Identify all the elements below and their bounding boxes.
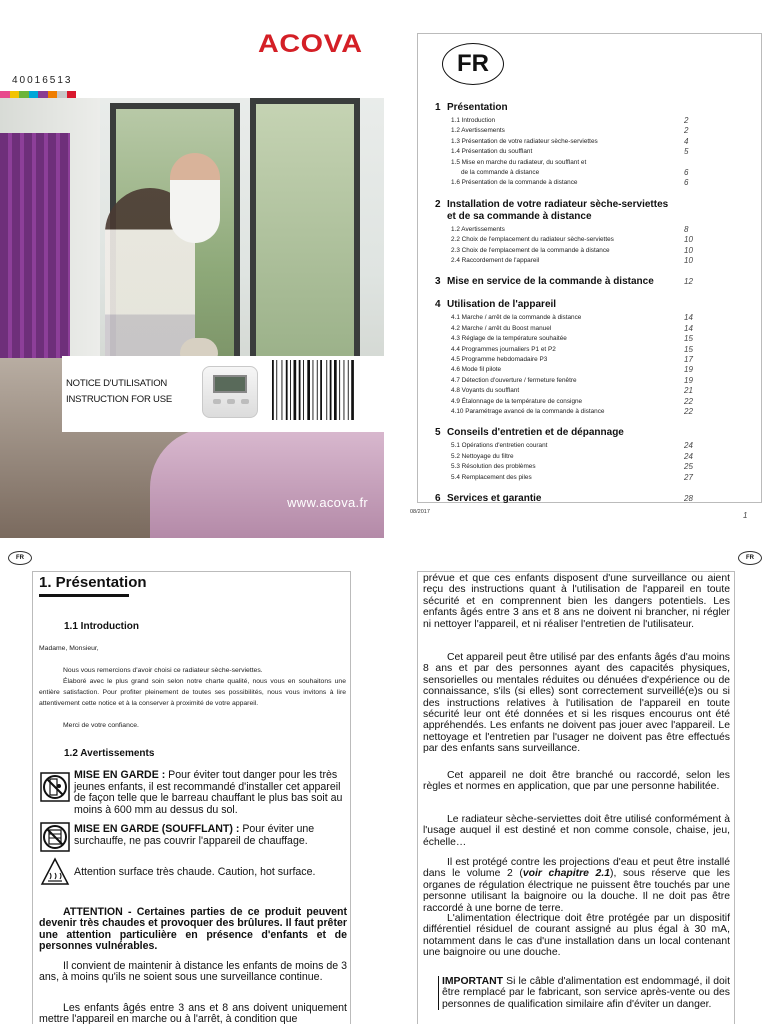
toc-item[interactable]: 4.5 Programme hebdomadaire P3	[451, 356, 548, 363]
website-url: www.acova.fr	[287, 495, 368, 510]
toc-page-number: 21	[684, 386, 693, 396]
warning-label: MISE EN GARDE (SOUFFLANT) :	[74, 823, 240, 835]
color-swatch	[19, 91, 29, 98]
notice-en: INSTRUCTION FOR USE	[66, 394, 172, 405]
important-notice	[438, 976, 730, 1010]
warning-body: Pour éviter une surchauffe, ne pas couvrir l'appareil de chauffage.	[74, 823, 315, 847]
color-swatch	[67, 91, 77, 98]
do-not-cover-icon	[40, 822, 70, 852]
toc-section-title-cont: et de sa commande à distance	[447, 210, 592, 222]
toc-page-number: 10	[684, 256, 693, 265]
barcode-bar	[299, 360, 301, 420]
toc-page-number: 25	[684, 462, 693, 472]
paragraph: Cet appareil ne doit être branché ou raccordé, selon les règles et normes en application, que par une personne habilitée.	[423, 770, 730, 793]
color-strip	[0, 91, 76, 98]
toc-page-number: 24	[684, 441, 693, 451]
barcode-bar	[317, 360, 318, 420]
section-heading: 1.2 Avertissements	[64, 748, 155, 759]
barcode-bar	[307, 360, 310, 420]
warning-blower	[74, 824, 346, 847]
toc-page-number: 15	[684, 334, 693, 344]
color-swatch	[29, 91, 39, 98]
toc-item[interactable]: 1.2 Avertissements	[451, 225, 505, 233]
barcode-bar	[348, 360, 349, 420]
language-badge: FR	[442, 43, 504, 85]
photo-window-2	[250, 98, 360, 398]
toc-section-title: Présentation	[447, 102, 508, 113]
barcode-bar	[272, 360, 274, 420]
toc-page-number: 6	[684, 168, 689, 177]
hot-surface-icon	[40, 857, 70, 887]
color-swatch	[38, 91, 48, 98]
photo-sofa	[150, 428, 384, 538]
remote-screen	[213, 375, 247, 393]
children-under-3-paragraph: Il convient de maintenir à distance les enfants de moins de 3 ans, à moins qu'ils ne soient sous une surveillance continue.	[39, 960, 347, 984]
toc-section-number: 6	[435, 493, 441, 504]
remote-button	[213, 399, 221, 404]
page-presentation	[32, 571, 351, 1024]
notice-fr: NOTICE D'UTILISATION	[66, 378, 168, 389]
toc-item[interactable]: 1.1 Introduction	[451, 117, 496, 124]
toc-item[interactable]: 1.6 Présentation de la commande à distance	[451, 179, 578, 187]
closing-text: Merci de votre confiance.	[63, 722, 139, 729]
toc-section-heading[interactable]	[435, 199, 668, 211]
heading-underline	[39, 594, 129, 597]
warning-child	[74, 770, 346, 816]
paragraph-text: Il est protégé contre les projections d'eau et peut être installé dans le volume 2 (	[423, 857, 730, 880]
toc-page-number: 10	[684, 245, 693, 255]
toc-section-number: 1	[435, 102, 441, 113]
toc-item[interactable]: 5.2 Nettoyage du filtre	[451, 452, 514, 460]
page-number: 1	[743, 511, 748, 520]
photo-radiator	[0, 133, 70, 358]
toc-section-heading[interactable]	[435, 427, 624, 439]
toc-page-number: 24	[684, 451, 693, 461]
toc-item[interactable]: 4.7 Détection d'ouverture / fermeture fenêtre	[451, 376, 577, 384]
color-swatch	[48, 91, 58, 98]
thanks-text: Nous vous remercions d'avoir choisi ce radiateur sèche-serviettes.	[63, 667, 263, 674]
toc-item[interactable]: 5.4 Remplacement des piles	[451, 473, 532, 481]
intro-paragraph: Élaboré avec le plus grand soin selon notre charte qualité, nous vous en souhaitons une entière satisfaction. Pour profiter pleinement de toutes ses possibilités, nous vous invitons à lire attentivement cette notice et à la conserver à proximité de votre appareil.	[39, 678, 346, 707]
remote-button	[227, 399, 235, 404]
product-code: 40016513	[12, 75, 73, 86]
salutation: Madame, Monsieur,	[39, 645, 99, 652]
toc-item[interactable]: 4.6 Mode fil pilote	[451, 366, 502, 374]
cover-photo	[0, 98, 384, 538]
barcode	[272, 360, 354, 420]
toc-item[interactable]: 4.1 Marche / arrêt de la commande à distance	[451, 314, 582, 322]
chapter-reference: voir chapitre 2.1	[522, 868, 610, 880]
paragraph-text: ), sous réserve que les organes de régulation électrique ne puissent être touchés par une personne utilisant la baignoire ou la douche. Il ne doit pas être raccordé à une borne de terre.	[423, 868, 731, 914]
toc-section-number: 3	[435, 276, 441, 288]
paragraph: L'alimentation électrique doit être protégée par un dispositif différentiel résiduel de courant assigné au plus égal à 30 mA, notamment dans le cas d'une installation dans un local contenant une baignoire ou une douche.	[423, 913, 730, 959]
toc-item[interactable]: 1.2 Avertissements	[451, 127, 505, 135]
toc-page-number: 14	[684, 313, 693, 323]
barcode-bar	[294, 360, 297, 420]
paragraph	[423, 857, 730, 914]
barcode-bar	[286, 360, 288, 420]
toc-item[interactable]: 1.4 Présentation du soufflant	[451, 148, 533, 156]
toc-page-number: 12	[684, 277, 693, 287]
toc-item[interactable]: 2.3 Choix de l'emplacement de la commande à distance	[451, 246, 610, 254]
toc-item[interactable]: 4.4 Programmes journaliers P1 et P2	[451, 345, 556, 353]
language-tag: FR	[738, 551, 762, 565]
toc-section-heading[interactable]	[435, 299, 556, 311]
warning-body: Pour éviter tout danger pour les très jeunes enfants, il est recommandé d'installer cet appareil de façon telle que le barreau chauffant le plus bas soit au moins à 600 mm au dessus du sol.	[74, 769, 343, 816]
toc-page-number: 14	[684, 323, 693, 333]
toc-section-title: Utilisation de l'appareil	[447, 299, 557, 311]
barcode-bar	[282, 360, 283, 420]
toc-page-number: 15	[684, 344, 693, 354]
hot-surface-text: Attention surface très chaude. Caution, hot surface.	[74, 866, 316, 878]
toc-page-number: 22	[684, 396, 693, 406]
barcode-bar	[330, 360, 332, 420]
toc-page-number: 5	[684, 147, 689, 157]
paragraph: Le radiateur sèche-serviettes doit être utilisé conformément à l'usage auquel il est destiné et non comme console, chaise, jeu, échelle…	[423, 814, 730, 848]
barcode-bar	[290, 360, 291, 420]
attention-paragraph: ATTENTION - Certaines parties de ce produit peuvent devenir très chaudes et provoquer des brûlures. Il faut prêter une attention particulière en présence d'enfants et de personnes vulnérables.	[39, 906, 347, 953]
table-of-contents-page	[417, 33, 762, 503]
notice-label-box	[62, 356, 384, 432]
toc-section-title: Conseils d'entretien et de dépannage	[447, 427, 624, 439]
toc-item[interactable]: 5.1 Opérations d'entretien courant	[451, 442, 548, 450]
toc-item[interactable]: 2.2 Choix de l'emplacement du radiateur sèche-serviettes	[451, 236, 614, 244]
barcode-bar	[313, 360, 314, 420]
toc-item[interactable]: 2.4 Raccordement de l'appareil	[451, 257, 540, 264]
toc-section-number: 5	[435, 427, 441, 439]
toc-page-number: 19	[684, 365, 693, 375]
barcode-bar	[344, 360, 345, 420]
barcode-bar	[303, 360, 304, 420]
important-text: Si le câble d'alimentation est endommagé, il doit être remplacé par le fabricant, son service après-vente ou des personnes de qualification similaire afin d'éviter un danger.	[442, 976, 730, 1010]
edition-date: 08/2017	[410, 509, 430, 515]
toc-section-heading[interactable]	[435, 276, 654, 288]
toc-section-title: Installation de votre radiateur sèche-serviettes	[447, 198, 669, 210]
paragraph: Cet appareil peut être utilisé par des enfants âgés d'au moins 8 ans et par des personnes ayant des capacités physiques, sensorielles ou mentales réduites ou dénuées d'expérience ou de connaissance, s'ils (si elles) sont correctement surveillé(e)s ou si des instructions relatives à l'utilisation de l'appareil en toute sécurité leur ont été données et si les risques encourus ont été appréhendés. Les enfants ne doivent pas jouer avec l'appareil. Le nettoyage et l'entretien par l'usager ne doivent pas être effectués par des enfants sans surveillance.	[423, 652, 730, 755]
barcode-bar	[339, 360, 340, 420]
photo-child	[170, 153, 220, 243]
toc-item[interactable]: 4.2 Marche / arrêt du Boost manuel	[451, 324, 552, 332]
warning-label: MISE EN GARDE :	[74, 769, 166, 781]
toc-page-number: 2	[684, 126, 689, 136]
toc-page-number: 28	[684, 494, 693, 503]
toc-page-number: 8	[684, 224, 689, 234]
toc-item[interactable]: 1.5 Mise en marche du radiateur, du soufflant et	[451, 158, 587, 166]
page-warnings-continued	[417, 571, 735, 1024]
toc-section-number: 2	[435, 198, 441, 210]
toc-page-number: 10	[684, 235, 693, 245]
language-tag: FR	[8, 551, 32, 565]
toc-page-number: 4	[684, 136, 689, 146]
toc-item[interactable]: 1.3 Présentation de votre radiateur sèche-serviettes	[451, 137, 598, 145]
no-child-warning-icon	[40, 772, 70, 802]
barcode-bar	[351, 360, 354, 420]
toc-item[interactable]: 4.8 Voyants du soufflant	[451, 387, 520, 395]
remote-button	[241, 399, 249, 404]
toc-section-heading[interactable]	[435, 102, 508, 114]
toc-item[interactable]: 5.3 Résolution des problèmes	[451, 463, 536, 471]
toc-section-title: Services et garantie	[447, 493, 542, 504]
paragraph: prévue et que ces enfants disposent d'une surveillance ou aient reçu des instructions quant à l'utilisation de l'appareil en toute sécurité et en comprennent bien les dangers potentiels. Les enfants âgés entre 3 ans et 8 ans ne doivent ni brancher, ni régler ni nettoyer l'appareil, et ni réaliser l'entretien de l'utilisateur.	[423, 573, 730, 630]
cover-page	[0, 0, 384, 540]
toc-section-number: 4	[435, 299, 441, 311]
toc-page-number: 6	[684, 178, 689, 188]
toc-item[interactable]: 4.10 Paramétrage avancé de la commande à distance	[451, 408, 605, 415]
toc-page-number: 17	[684, 355, 693, 364]
brand-logo: ACOVA	[258, 30, 363, 58]
color-swatch	[57, 91, 67, 98]
important-label: IMPORTANT	[442, 976, 503, 987]
toc-page-number: 22	[684, 407, 693, 416]
remote-control-image	[202, 366, 258, 418]
toc-page-number: 27	[684, 472, 693, 482]
toc-page-number: 19	[684, 375, 693, 385]
barcode-bar	[326, 360, 327, 420]
color-swatch	[10, 91, 20, 98]
toc-item[interactable]: 4.9 Étalonnage de la température de consigne	[451, 397, 583, 405]
toc-page-number: 2	[684, 116, 689, 125]
toc-section-title: Mise en service de la commande à distance	[447, 276, 654, 288]
chapter-heading: 1. Présentation	[39, 574, 147, 591]
toc-section-heading[interactable]	[435, 493, 542, 505]
barcode-bar	[276, 360, 277, 420]
toc-item[interactable]: 4.3 Réglage de la température souhaitée	[451, 335, 567, 343]
children-3-to-8-paragraph: Les enfants âgés entre 3 ans et 8 ans doivent uniquement mettre l'appareil en marche ou à l'arrêt, à condition que	[39, 1002, 347, 1024]
section-heading: 1.1 Introduction	[64, 621, 139, 632]
color-swatch	[0, 91, 10, 98]
barcode-bar	[320, 360, 322, 420]
toc-item[interactable]: de la commande à distance	[461, 169, 540, 176]
barcode-bar	[334, 360, 337, 420]
